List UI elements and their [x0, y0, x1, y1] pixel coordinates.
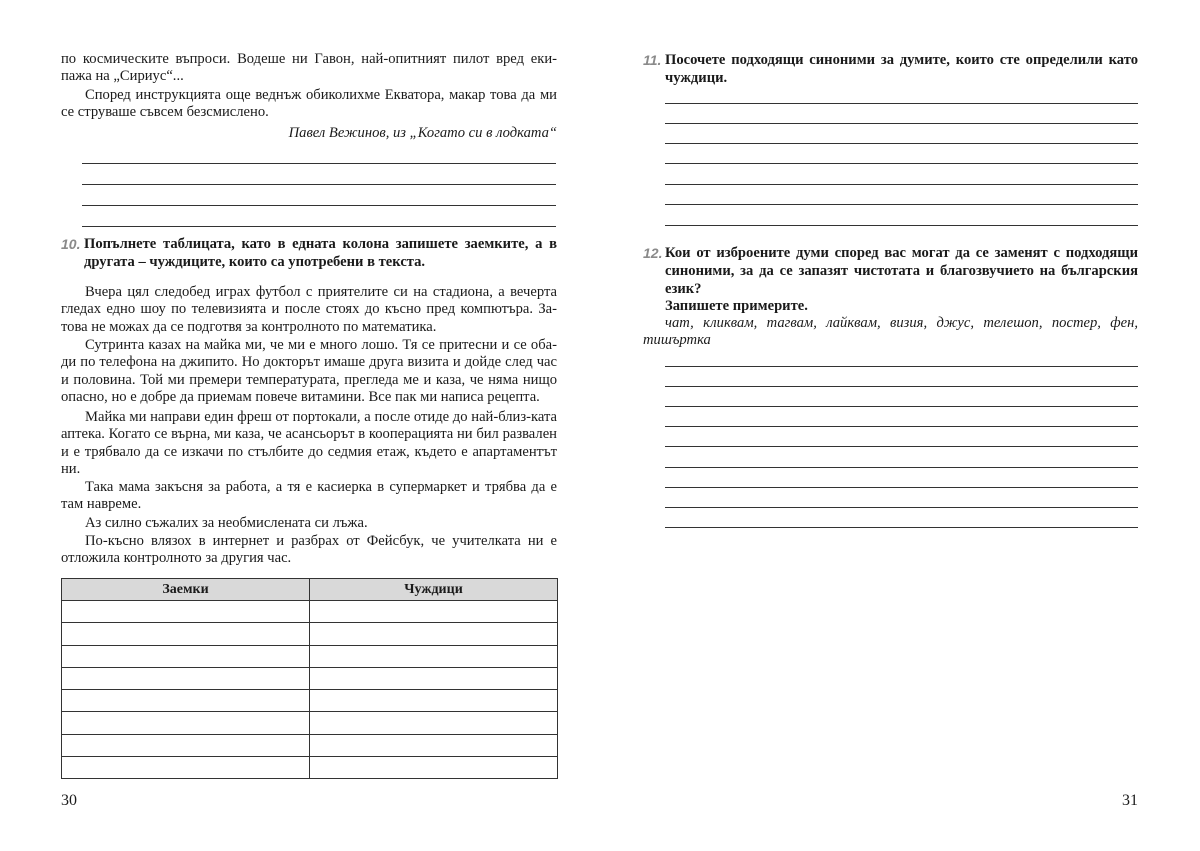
table-cell-foreign[interactable]: [310, 667, 558, 689]
story-paragraph-1: Вчера цял следобед играх футбол с приятелите си на стадиона, а вечерта гледах едно шоу по телевизията и после стоях до късно пред компютъра. За-това не можах да се подготвя за контролното по математика.: [61, 284, 557, 335]
answer-line: [82, 205, 556, 206]
story-paragraph-6: По-късно влязох в интернет и разбрах от Фейсбук, че учителката ни е отложила контролното за другия час.: [61, 533, 557, 567]
attribution: Павел Вежинов, из „Когато си в лодката“: [288, 125, 557, 141]
answer-line: [665, 386, 1138, 387]
page-number-right: 31: [1122, 792, 1138, 809]
table-row: [62, 601, 558, 623]
table-row: [62, 690, 558, 712]
answer-line: [82, 163, 556, 164]
table-cell-foreign[interactable]: [310, 623, 558, 645]
answer-line: [82, 184, 556, 185]
task-11-prompt: Посочете подходящи синоними за думите, които сте определили като чуждици.: [665, 52, 1138, 86]
story-paragraph-4: Така мама закъсня за работа, а тя е касиерка в супермаркет и трябва да е там навреме.: [61, 479, 557, 513]
task-12-word-list: чат, кликвам, тагвам, лайквам, визия, джус, телешоп, постер, фен, тишъртка: [643, 315, 1138, 349]
table-cell-foreign[interactable]: [310, 712, 558, 734]
table-cell-loanword[interactable]: [62, 623, 310, 645]
table-cell-loanword[interactable]: [62, 690, 310, 712]
answer-line: [665, 487, 1138, 488]
task-10-number: 10.: [61, 236, 81, 252]
answer-line: [665, 103, 1138, 104]
table-cell-loanword[interactable]: [62, 645, 310, 667]
task-12-instruction: Запишете примерите.: [665, 298, 808, 314]
continued-paragraph-2: Според инструкцията още веднъж обиколихме Екватора, макар това да ми се струваше съвсем безсмислено.: [61, 87, 557, 121]
table-row: [62, 667, 558, 689]
table-row: [62, 623, 558, 645]
continued-paragraph-1: по космическите въпроси. Водеше ни Гавон, най-опитният пилот вред еки-пажа на „Сириус“...: [61, 51, 557, 85]
table-cell-loanword[interactable]: [62, 667, 310, 689]
table-row: [62, 645, 558, 667]
header-foreign-words: Чуждици: [310, 579, 558, 601]
table-cell-loanword[interactable]: [62, 757, 310, 779]
task-12-number: 12.: [643, 245, 663, 261]
table-cell-foreign[interactable]: [310, 645, 558, 667]
table-cell-foreign[interactable]: [310, 757, 558, 779]
answer-line: [665, 426, 1138, 427]
table-cell-loanword[interactable]: [62, 734, 310, 756]
answer-line: [82, 226, 556, 227]
answer-line: [665, 184, 1138, 185]
story-paragraph-3: Майка ми направи един фреш от портокали, а после отиде до най-близ-ката аптека. Когато се върна, ми каза, че асансьорът в кооперацията ни бил развален и е трябвало да се изкачи по стълбите до седмия етаж, където е апартаментът ни.: [61, 409, 557, 477]
table-cell-foreign[interactable]: [310, 734, 558, 756]
answer-line: [665, 507, 1138, 508]
answer-line: [665, 467, 1138, 468]
answer-line: [665, 446, 1138, 447]
answer-line: [665, 143, 1138, 144]
answer-line: [665, 527, 1138, 528]
table-cell-loanword[interactable]: [62, 712, 310, 734]
table-cell-foreign[interactable]: [310, 690, 558, 712]
table-cell-loanword[interactable]: [62, 601, 310, 623]
table-row: [62, 757, 558, 779]
answer-line: [665, 366, 1138, 367]
answer-line: [665, 163, 1138, 164]
answer-line: [665, 123, 1138, 124]
story-paragraph-5: Аз силно съжалих за необмислената си лъжа.: [85, 515, 368, 531]
header-loanwords: Заемки: [62, 579, 310, 601]
table-row: [62, 734, 558, 756]
page-number-left: 30: [61, 792, 77, 809]
task-12-prompt: Кои от изброените думи според вас могат да се заменят с подходящи синоними, за да се запазят чистотата и благозвучието на българския език?: [665, 245, 1138, 297]
table-cell-foreign[interactable]: [310, 601, 558, 623]
answer-line: [665, 225, 1138, 226]
story-paragraph-2: Сутринта казах на майка ми, че ми е много лошо. Тя се притесни и се оба-ди по телефона на джипито. Но докторът имаше друга визита и дойде след час и половина. Той ми премери температурата, прегледа ме и каза, че няма нищо опасно, но е добре да приемам повече витамини. Все пак ми написа рецепта.: [61, 337, 557, 405]
answer-line: [665, 204, 1138, 205]
table-header-row: [62, 579, 558, 601]
answer-line: [665, 406, 1138, 407]
right-page: [600, 0, 1200, 851]
loans-table: [61, 578, 558, 779]
table-row: [62, 712, 558, 734]
task-10-prompt: Попълнете таблицата, като в едната колона запишете заемките, а в другата – чуждиците, които са употребени в текста.: [84, 236, 557, 270]
task-11-number: 11.: [643, 52, 662, 68]
